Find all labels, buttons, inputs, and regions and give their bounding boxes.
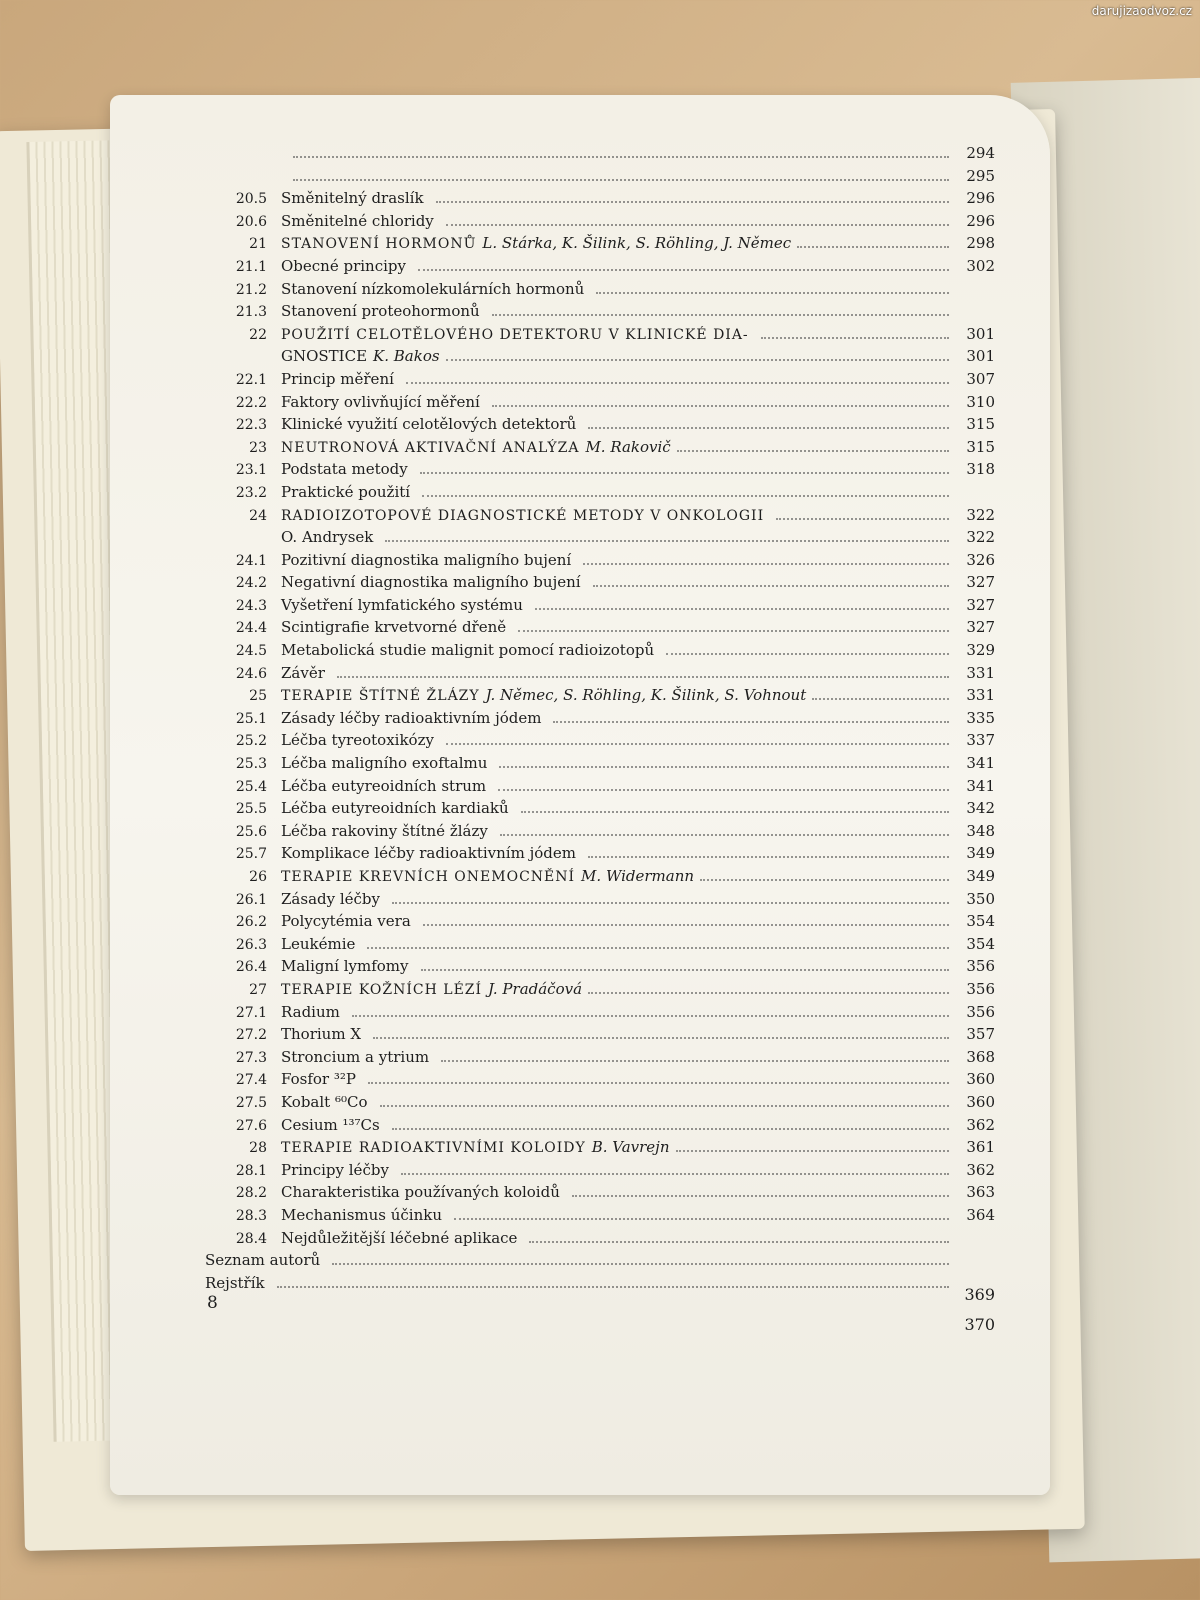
toc-section-number: 20.5 xyxy=(235,191,267,208)
toc-row xyxy=(205,684,995,707)
toc-page-number: 356 xyxy=(966,979,995,998)
toc-section-number: 26.1 xyxy=(235,891,267,908)
toc-page-number: 348 xyxy=(966,821,995,840)
toc-row xyxy=(205,1046,995,1069)
toc-row xyxy=(205,187,995,210)
toc-row xyxy=(205,933,995,956)
toc-page-number: 301 xyxy=(966,324,995,343)
toc-leader-dots xyxy=(385,526,949,542)
toc-section-number: 25.7 xyxy=(235,846,267,863)
toc-row xyxy=(205,504,995,527)
toc-page-number: 337 xyxy=(966,731,995,750)
toc-page-number: 364 xyxy=(966,1205,995,1224)
toc-leader-dots xyxy=(421,955,950,971)
toc-row xyxy=(205,955,995,978)
page-number: 8 xyxy=(207,1293,218,1313)
toc-section-number: 24.3 xyxy=(235,597,267,614)
toc-leader-dots xyxy=(535,594,949,610)
toc-section-title: RADIOIZOTOPOVÉ DIAGNOSTICKÉ METODY V ONKOLOGII xyxy=(281,507,765,524)
toc-section-title: Stanovení proteohormonů xyxy=(281,302,480,321)
toc-leader-dots xyxy=(553,707,949,723)
toc-section-number: 27.1 xyxy=(235,1004,267,1021)
toc-page-number: 356 xyxy=(966,1002,995,1021)
toc-section-number: 27.4 xyxy=(235,1072,267,1089)
toc-page-number: 295 xyxy=(966,166,995,185)
toc-section-title: Praktické použití xyxy=(281,482,411,501)
toc-section-title: Negativní diagnostika maligního bujení xyxy=(281,573,581,592)
toc-row xyxy=(205,232,995,255)
toc-section-title: TERAPIE KOŽNÍCH LÉZÍ xyxy=(281,981,483,998)
toc-row xyxy=(205,842,995,865)
toc-leader-dots xyxy=(293,142,949,158)
toc-row xyxy=(205,639,995,662)
toc-section-number: 25.6 xyxy=(235,823,267,840)
toc-row xyxy=(205,1023,995,1046)
toc-section-title: Faktory ovlivňující měření xyxy=(281,392,480,411)
toc-row xyxy=(205,1136,995,1159)
toc-row xyxy=(205,1181,995,1204)
toc-section-title: Komplikace léčby radioaktivním jódem xyxy=(281,844,576,863)
toc-page-number: 294 xyxy=(966,144,995,162)
toc-section-number: 25 xyxy=(249,688,267,705)
toc-leader-dots xyxy=(529,1227,949,1243)
toc-page-number: 360 xyxy=(966,1070,995,1089)
toc-row xyxy=(205,1272,995,1295)
toc-row xyxy=(205,571,995,594)
toc-section-title: Pozitivní diagnostika maligního bujení xyxy=(281,550,572,569)
toc-leader-dots xyxy=(422,481,949,497)
toc-page-number: 318 xyxy=(966,460,995,479)
toc-section-number: 20.6 xyxy=(235,213,267,230)
toc-section-number: 22.1 xyxy=(235,371,267,388)
toc-leader-dots xyxy=(676,1136,950,1152)
toc-section-title: Léčba rakoviny štítné žlázy xyxy=(281,821,488,840)
toc-section-number: 28.2 xyxy=(235,1185,267,1202)
toc-leader-dots xyxy=(583,549,949,565)
toc-section-number: 22 xyxy=(249,326,267,343)
toc-author: B. Vavrejn xyxy=(591,1138,670,1157)
toc-section-number: 26.3 xyxy=(235,936,267,953)
toc-leader-dots xyxy=(337,662,949,678)
toc-page-number: 350 xyxy=(966,889,995,908)
trailing-page-numbers xyxy=(935,1285,995,1345)
toc-section-number: 27.3 xyxy=(235,1049,267,1066)
toc-section-number: 28.3 xyxy=(235,1207,267,1224)
toc-leader-dots xyxy=(700,865,949,881)
toc-row xyxy=(205,278,995,301)
toc-section-title: Podstata metody xyxy=(281,460,408,479)
toc-section-number: 27.2 xyxy=(235,1027,267,1044)
toc-leader-dots xyxy=(812,684,949,700)
toc-row xyxy=(205,391,995,414)
toc-row xyxy=(205,210,995,233)
toc-leader-dots xyxy=(521,797,949,813)
toc-row xyxy=(205,526,995,549)
toc-row xyxy=(205,888,995,911)
toc-section-title: Kobalt ⁶⁰Co xyxy=(281,1092,368,1111)
toc-page-number: 301 xyxy=(966,347,995,366)
toc-leader-dots xyxy=(446,345,949,361)
toc-leader-dots xyxy=(420,458,949,474)
toc-leader-dots xyxy=(588,413,949,429)
toc-row xyxy=(205,1249,995,1272)
toc-row xyxy=(205,323,995,346)
toc-author: K. Bakos xyxy=(373,347,440,366)
toc-leader-dots xyxy=(761,323,949,339)
toc-leader-dots xyxy=(373,1023,949,1039)
toc-section-title: Zásady léčby xyxy=(281,889,381,908)
toc-leader-dots xyxy=(492,300,949,316)
toc-section-title: Stanovení nízkomolekulárních hormonů xyxy=(281,279,585,298)
toc-section-number: 26 xyxy=(249,869,267,885)
toc-leader-dots xyxy=(454,1204,949,1220)
toc-page-number: 349 xyxy=(966,844,995,863)
toc-leader-dots xyxy=(332,1249,949,1265)
toc-section-number: 23 xyxy=(249,439,267,456)
toc-author: J. Němec, S. Röhling, K. Šilink, S. Vohnout xyxy=(485,686,807,705)
toc-page-number: 341 xyxy=(966,776,995,795)
toc-section-number: 21.1 xyxy=(235,258,267,275)
toc-section-number: 25.2 xyxy=(235,733,267,750)
toc-section-number: 25.1 xyxy=(235,710,267,727)
toc-row xyxy=(205,820,995,843)
toc-page-number: 354 xyxy=(966,934,995,953)
toc-page-number: 362 xyxy=(966,1160,995,1179)
toc-leader-dots xyxy=(677,436,949,452)
toc-page-number: 326 xyxy=(966,550,995,569)
toc-leader-dots xyxy=(392,888,949,904)
toc-section-number: 27 xyxy=(249,981,267,998)
toc-row xyxy=(205,345,995,368)
toc-page-number: 357 xyxy=(966,1025,995,1044)
toc-leader-dots xyxy=(441,1046,949,1062)
toc-row xyxy=(205,436,995,459)
toc-row xyxy=(205,1001,995,1024)
toc-page-number: 368 xyxy=(966,1047,995,1066)
toc-page-number: 354 xyxy=(966,912,995,931)
toc-section-number: 27.5 xyxy=(235,1094,267,1111)
toc-leader-dots xyxy=(666,639,949,655)
toc-section-number: 25.4 xyxy=(235,778,267,795)
toc-section-number: 21.2 xyxy=(235,281,267,298)
toc-row xyxy=(205,910,995,933)
toc-section-title: Léčba eutyreoidních strum xyxy=(281,776,487,795)
toc-row xyxy=(205,165,995,188)
toc-section-number: 22.2 xyxy=(235,394,267,411)
toc-page-number: 331 xyxy=(966,686,995,705)
toc-leader-dots xyxy=(293,165,949,181)
toc-row xyxy=(205,300,995,323)
toc-leader-dots xyxy=(401,1159,949,1175)
toc-row xyxy=(205,255,995,278)
toc-section-title: GNOSTICE xyxy=(281,347,368,366)
toc-page-number: 356 xyxy=(966,957,995,976)
toc-section-number: 24.1 xyxy=(235,552,267,569)
toc-row xyxy=(205,978,995,1001)
toc-section-title: TERAPIE ŠTÍTNÉ ŽLÁZY xyxy=(281,688,480,705)
toc-leader-dots xyxy=(446,210,949,226)
toc-leader-dots xyxy=(446,729,949,745)
toc-page-number: 327 xyxy=(966,595,995,614)
toc-row xyxy=(205,752,995,775)
toc-row xyxy=(205,481,995,504)
toc-row xyxy=(205,549,995,572)
toc-section-title: POUŽITÍ CELOTĚLOVÉHO DETEKTORU V KLINICKÉ DIA- xyxy=(281,326,749,343)
toc-row xyxy=(205,729,995,752)
toc-page-number: 310 xyxy=(966,392,995,411)
toc-leader-dots xyxy=(492,391,949,407)
toc-author: L. Stárka, K. Šilink, S. Röhling, J. Němec xyxy=(482,234,792,253)
toc-page-number: 362 xyxy=(966,1115,995,1134)
toc-section-number: 28.4 xyxy=(235,1230,267,1247)
toc-section-number: 24.4 xyxy=(235,620,267,637)
toc-leader-dots xyxy=(423,910,949,926)
toc-row xyxy=(205,797,995,820)
toc-page-number: 335 xyxy=(966,708,995,727)
toc-section-number: 24.2 xyxy=(235,575,267,592)
toc-section-title: Radium xyxy=(281,1002,340,1021)
toc-leader-dots xyxy=(588,978,949,994)
toc-section-number: 28 xyxy=(249,1140,267,1157)
toc-page-number: 322 xyxy=(966,505,995,524)
toc-section-title: Seznam autorů xyxy=(205,1251,321,1270)
toc-page-number: 349 xyxy=(966,867,995,885)
toc-page-number: 327 xyxy=(966,618,995,637)
toc-section-title: STANOVENÍ HORMONŮ xyxy=(281,236,477,253)
toc-leader-dots xyxy=(776,504,949,520)
toc-page-number: 315 xyxy=(966,415,995,434)
toc-section-title: Metabolická studie malignit pomocí radioizotopů xyxy=(281,641,655,660)
toc-row xyxy=(205,1204,995,1227)
toc-page-number: 322 xyxy=(966,528,995,547)
toc-section-number: 23.1 xyxy=(235,462,267,479)
toc-section-title: Leukémie xyxy=(281,934,356,953)
toc-row xyxy=(205,865,995,888)
toc-row xyxy=(205,1114,995,1137)
toc-leader-dots xyxy=(797,232,949,248)
toc-section-title: O. Andrysek xyxy=(281,528,374,547)
toc-section-number: 23.2 xyxy=(235,484,267,501)
toc-section-title: Cesium ¹³⁷Cs xyxy=(281,1115,380,1134)
toc-row xyxy=(205,142,995,165)
toc-page-number: 331 xyxy=(966,663,995,682)
toc-row xyxy=(205,662,995,685)
watermark-text: darujizaodvoz.cz xyxy=(1091,4,1192,18)
toc-page-number: 302 xyxy=(966,256,995,275)
toc-section-title: Léčba tyreotoxikózy xyxy=(281,731,434,750)
toc-section-title: TERAPIE KREVNÍCH ONEMOCNĚNÍ xyxy=(281,869,576,885)
toc-leader-dots xyxy=(277,1272,949,1288)
toc-section-title: Závěr xyxy=(281,663,325,682)
toc-leader-dots xyxy=(518,616,949,632)
toc-author: M. Rakovič xyxy=(585,437,671,456)
toc-leader-dots xyxy=(499,752,949,768)
toc-author: J. Pradáčová xyxy=(488,979,583,998)
toc-page-number: 307 xyxy=(966,369,995,388)
toc-section-number: 25.3 xyxy=(235,756,267,773)
toc-page-number: 296 xyxy=(966,189,995,208)
toc-section-title: Nejdůležitější léčebné aplikace xyxy=(281,1228,518,1247)
toc-section-title: Léčba maligního exoftalmu xyxy=(281,754,488,773)
toc-section-title: Polycytémia vera xyxy=(281,912,411,931)
toc-page-number: 361 xyxy=(966,1138,995,1157)
toc-leader-dots xyxy=(367,933,949,949)
toc-section-title: Mechanismus účinku xyxy=(281,1205,443,1224)
toc-row xyxy=(205,616,995,639)
toc-page-number: 296 xyxy=(966,211,995,230)
toc-page-number: 363 xyxy=(966,1183,995,1202)
toc-section-title: Charakteristika používaných koloidů xyxy=(281,1183,560,1202)
toc-section-title: Scintigrafie krvetvorné dřeně xyxy=(281,618,507,637)
toc-row xyxy=(205,413,995,436)
toc-section-number: 26.2 xyxy=(235,914,267,931)
toc-section-title: Směnitelné chloridy xyxy=(281,211,434,230)
toc-row xyxy=(205,775,995,798)
toc-section-title: Zásady léčby radioaktivním jódem xyxy=(281,708,542,727)
toc-section-title: Vyšetření lymfatického systému xyxy=(281,595,523,614)
toc-section-title: Stroncium a ytrium xyxy=(281,1047,430,1066)
toc-section-title: Léčba eutyreoidních kardiaků xyxy=(281,799,509,818)
toc-row xyxy=(205,1091,995,1114)
toc-row xyxy=(205,458,995,481)
toc-section-number: 24.6 xyxy=(235,665,267,682)
toc-section-title: Rejstřík xyxy=(205,1273,265,1292)
toc-page-number: 329 xyxy=(966,641,995,660)
toc-leader-dots xyxy=(498,775,949,791)
toc-row xyxy=(205,594,995,617)
toc-section-number: 27.6 xyxy=(235,1117,267,1134)
toc-section-number: 22.3 xyxy=(235,417,267,434)
toc-row xyxy=(205,1068,995,1091)
toc-row xyxy=(205,368,995,391)
table-of-contents xyxy=(205,142,995,1294)
toc-leader-dots xyxy=(392,1114,949,1130)
toc-row xyxy=(205,1159,995,1182)
toc-page-number: 341 xyxy=(966,754,995,773)
toc-section-title: Maligní lymfomy xyxy=(281,957,409,976)
toc-page-number: 315 xyxy=(966,437,995,456)
toc-page-number: 342 xyxy=(966,799,995,818)
toc-leader-dots xyxy=(593,571,949,587)
toc-leader-dots xyxy=(368,1068,949,1084)
toc-section-number: 28.1 xyxy=(235,1162,267,1179)
trailing-page-number: 369 xyxy=(964,1285,995,1304)
toc-section-title: Princip měření xyxy=(281,369,394,388)
toc-leader-dots xyxy=(436,187,949,203)
toc-row xyxy=(205,1227,995,1250)
toc-section-number: 21.3 xyxy=(235,304,267,321)
toc-section-number: 26.4 xyxy=(235,959,267,976)
toc-page-number: 360 xyxy=(966,1092,995,1111)
toc-section-title: Obecné principy xyxy=(281,256,406,275)
toc-section-title: TERAPIE RADIOAKTIVNÍMI KOLOIDY xyxy=(281,1140,586,1157)
toc-section-number: 21 xyxy=(249,236,267,253)
toc-section-number: 24.5 xyxy=(235,643,267,660)
toc-row xyxy=(205,707,995,730)
toc-section-title: Klinické využití celotělových detektorů xyxy=(281,415,577,434)
trailing-page-number: 370 xyxy=(964,1315,995,1334)
toc-page-number: 298 xyxy=(966,234,995,253)
toc-leader-dots xyxy=(596,278,949,294)
toc-leader-dots xyxy=(572,1181,949,1197)
toc-leader-dots xyxy=(418,255,949,271)
toc-author: M. Widermann xyxy=(581,867,695,885)
toc-leader-dots xyxy=(380,1091,949,1107)
toc-leader-dots xyxy=(406,368,949,384)
toc-section-number: 24 xyxy=(249,507,267,524)
toc-section-title: Fosfor ³²P xyxy=(281,1070,356,1089)
toc-section-title: Směnitelný draslík xyxy=(281,189,424,208)
toc-leader-dots xyxy=(352,1001,949,1017)
toc-section-number: 25.5 xyxy=(235,801,267,818)
toc-leader-dots xyxy=(500,820,949,836)
toc-section-title: Principy léčby xyxy=(281,1160,389,1179)
toc-leader-dots xyxy=(588,842,949,858)
toc-page-number: 327 xyxy=(966,573,995,592)
toc-section-title: Thorium X xyxy=(281,1025,361,1044)
toc-section-title: NEUTRONOVÁ AKTIVAČNÍ ANALÝZA xyxy=(281,439,580,456)
